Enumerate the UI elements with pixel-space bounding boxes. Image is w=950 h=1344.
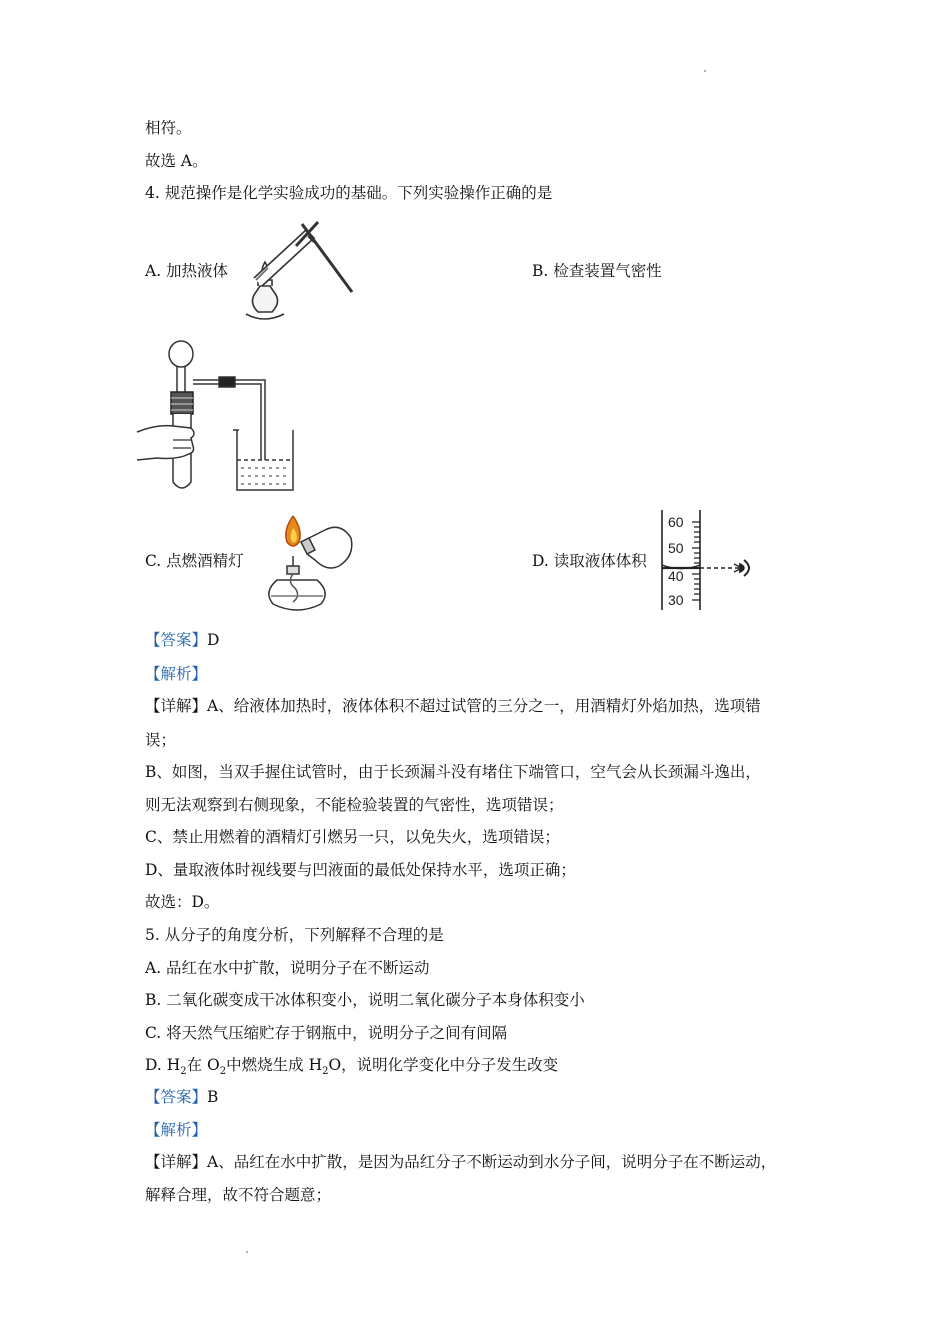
q5-option-d-part: D. H bbox=[145, 1056, 181, 1074]
subscript: 2 bbox=[180, 1066, 187, 1078]
q5-detail-a-cont: 解释合理，故不符合题意； bbox=[145, 1186, 332, 1204]
q4-option-b: B. 检查装置气密性 bbox=[532, 262, 662, 280]
q5-answer bbox=[145, 1087, 218, 1107]
subscript: 2 bbox=[322, 1066, 329, 1078]
q4-option-c: C. 点燃酒精灯 bbox=[145, 552, 244, 570]
cylinder-tick-40: 40 bbox=[668, 568, 684, 584]
q4-analysis-label: 【解析】 bbox=[145, 665, 208, 683]
q4-option-a: A. 加热液体 bbox=[145, 262, 229, 280]
q5-option-a: A. 品红在水中扩散，说明分子在不断运动 bbox=[145, 959, 430, 977]
q4-detail-a-text: A、给液体加热时，液体体积不超过试管的三分之一，用酒精灯外焰加热，选项错 bbox=[207, 697, 761, 715]
q5-detail-a bbox=[145, 1152, 776, 1172]
q5-answer-value: B bbox=[207, 1088, 219, 1106]
q4-detail-a bbox=[145, 696, 761, 716]
airtightness-check-illustration bbox=[137, 336, 299, 496]
q4-detail-b-cont: 则无法观察到右侧现象，不能检验装置的气密性，选项错误； bbox=[145, 796, 564, 814]
prev-conclusion: 故选 A。 bbox=[145, 152, 208, 170]
q5-option-d-part: 中燃烧生成 H bbox=[226, 1056, 323, 1074]
heating-liquid-illustration bbox=[236, 216, 360, 328]
q4-stem: 4. 规范操作是化学实验成功的基础。下列实验操作正确的是 bbox=[145, 184, 553, 202]
cylinder-tick-50: 50 bbox=[668, 540, 684, 556]
q5-detail-a-text: A、品红在水中扩散，是因为品红分子不断运动到水分子间，说明分子在不断运动， bbox=[207, 1153, 777, 1171]
lighting-alcohol-lamp-illustration bbox=[257, 508, 357, 616]
q4-detail-b: B、如图，当双手握住试管时，由于长颈漏斗没有堵住下端管口，空气会从长颈漏斗逸出， bbox=[145, 763, 761, 781]
graduated-cylinder-reading-illustration bbox=[656, 508, 766, 612]
q5-option-d bbox=[145, 1055, 558, 1082]
q4-answer bbox=[145, 630, 219, 650]
q5-option-d-part: 在 O bbox=[186, 1056, 220, 1074]
q4-detail-c: C、禁止用燃着的酒精灯引燃另一只，以免失火，选项错误； bbox=[145, 828, 560, 846]
q5-answer-label: 【答案】 bbox=[145, 1088, 208, 1106]
q4-conclusion: 故选：D。 bbox=[145, 893, 220, 911]
cylinder-tick-30: 30 bbox=[668, 592, 684, 608]
q5-analysis-label: 【解析】 bbox=[145, 1121, 208, 1139]
q5-option-b: B. 二氧化碳变成干冰体积变小，说明二氧化碳分子本身体积变小 bbox=[145, 991, 585, 1009]
q5-option-c: C. 将天然气压缩贮存于钢瓶中，说明分子之间有间隔 bbox=[145, 1024, 508, 1042]
q4-detail-d: D、量取液体时视线要与凹液面的最低处保持水平，选项正确； bbox=[145, 861, 576, 879]
q4-detail-label: 【详解】 bbox=[145, 697, 208, 715]
q4-detail-a-cont: 误； bbox=[145, 731, 177, 749]
scan-speck bbox=[704, 70, 706, 72]
scan-speck bbox=[246, 1251, 248, 1253]
subscript: 2 bbox=[219, 1066, 227, 1078]
prev-tail: 相符。 bbox=[145, 119, 192, 137]
q4-answer-value: D bbox=[207, 631, 220, 649]
q5-option-d-part: O，说明化学变化中分子发生改变 bbox=[328, 1056, 559, 1074]
q5-detail-label: 【详解】 bbox=[145, 1153, 208, 1171]
q5-stem: 5. 从分子的角度分析，下列解释不合理的是 bbox=[145, 926, 444, 944]
q4-option-d: D. 读取液体体积 bbox=[532, 552, 647, 570]
q4-answer-label: 【答案】 bbox=[145, 631, 208, 649]
cylinder-tick-60: 60 bbox=[668, 514, 684, 530]
